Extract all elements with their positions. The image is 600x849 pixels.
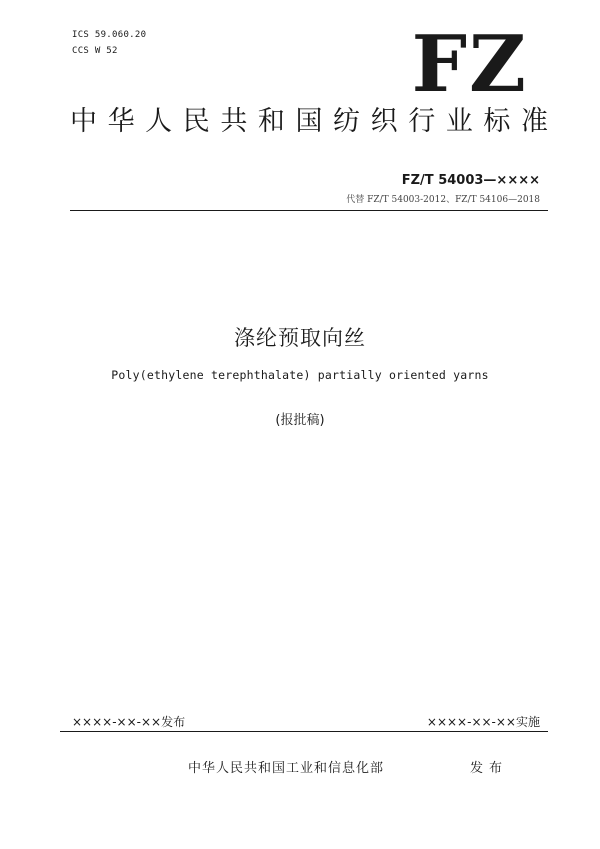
fz-logo: FZ	[411, 19, 528, 110]
issue-date: ××××-××-××发布	[72, 715, 186, 729]
standard-code: FZ/T 54003—××××	[401, 173, 540, 188]
title-char: 纺	[333, 106, 361, 137]
publish-label: 发布	[470, 761, 509, 776]
title-char: 华	[107, 106, 135, 137]
bottom-divider	[60, 731, 548, 732]
title-char: 民	[182, 106, 210, 137]
title-char: 行	[408, 106, 436, 137]
title-char: 标	[483, 106, 511, 137]
industry-standard-title	[70, 108, 548, 135]
ics-code: ICS 59.060.20	[72, 30, 147, 40]
draft-status: (报批稿)	[275, 413, 325, 428]
replaces-note: 代替 FZ/T 54003-2012、FZ/T 54106—2018	[346, 195, 540, 205]
title-char: 人	[145, 106, 173, 137]
title-char: 业	[445, 106, 473, 137]
ccs-code: CCS W 52	[72, 46, 118, 56]
implementation-date: ××××-××-××实施	[426, 715, 540, 729]
title-char: 共	[220, 106, 248, 137]
title-char: 中	[70, 106, 97, 137]
title-char: 准	[520, 106, 548, 137]
issuing-authority: 中华人民共和国工业和信息化部	[188, 761, 385, 776]
top-divider	[70, 210, 548, 211]
title-char: 国	[295, 106, 323, 137]
title-char: 和	[257, 106, 285, 137]
document-title-cn: 涤纶预取向丝	[234, 326, 366, 350]
document-title-en: Poly(ethylene terephthalate) partially oriented yarns	[111, 368, 489, 382]
title-char: 织	[370, 106, 398, 137]
